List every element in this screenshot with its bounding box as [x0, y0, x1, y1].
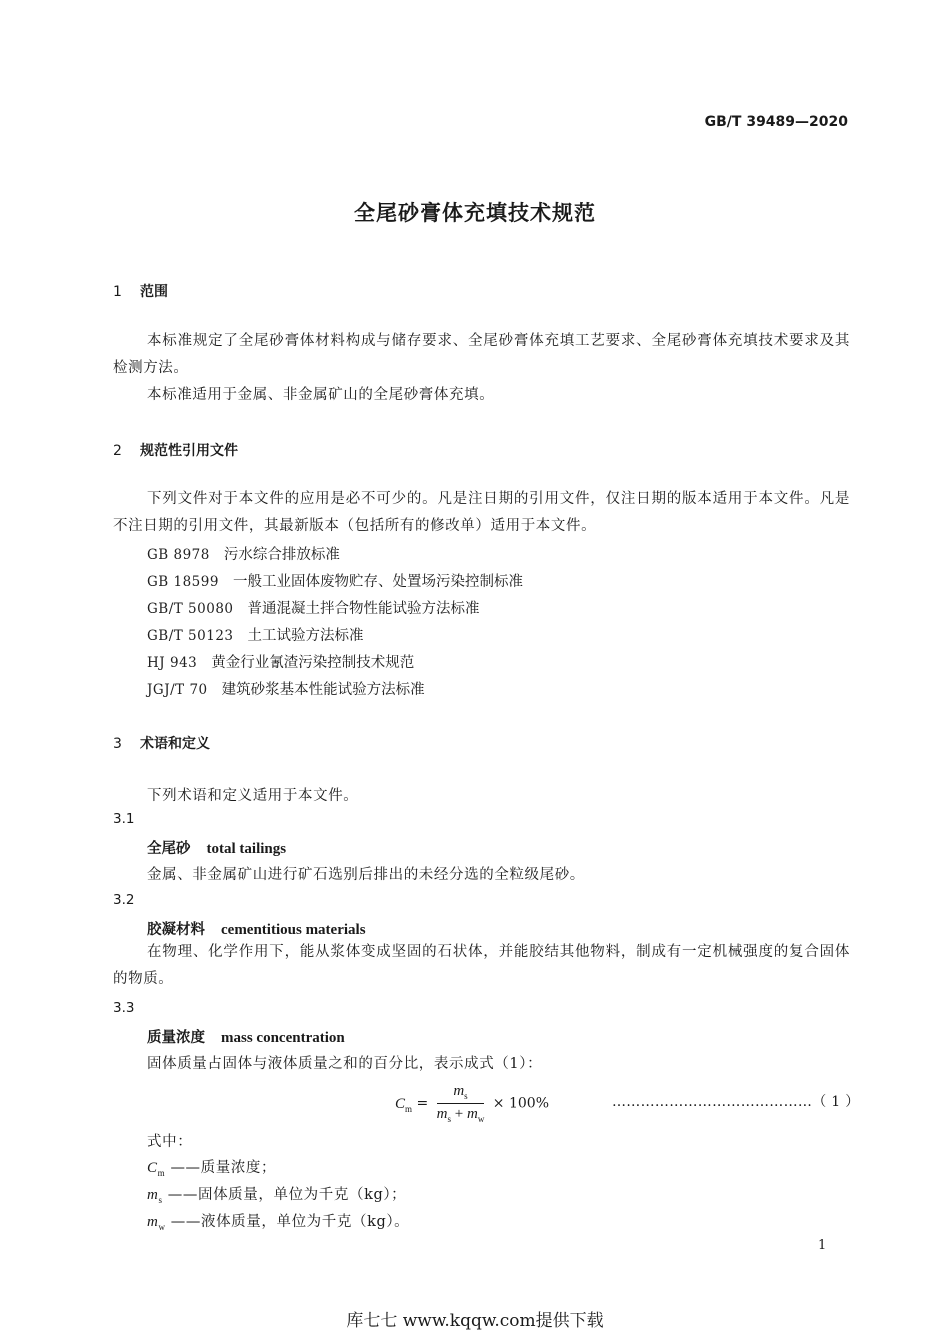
- reference-title: 土工试验方法标准: [247, 628, 364, 644]
- section-3-intro: 下列术语和定义适用于本文件。: [147, 788, 359, 804]
- where-item: [147, 1183, 406, 1205]
- reference-title: 污水综合排放标准: [223, 547, 340, 563]
- reference-title: 建筑砂浆基本性能试验方法标准: [221, 682, 425, 698]
- section-title: 术语和定义: [140, 736, 210, 752]
- where-description: ——固体质量，单位为千克（kg）；: [167, 1187, 407, 1203]
- where-symbol: $C_m$: [147, 1160, 166, 1178]
- reference-title: 黄金行业氰渣污染控制技术规范: [211, 655, 415, 671]
- reference-code: HJ 943: [147, 655, 198, 671]
- reference-item: [147, 624, 364, 645]
- term-heading: [147, 918, 366, 939]
- standard-number: GB/T 39489—2020: [704, 114, 848, 130]
- term-heading: [147, 837, 286, 858]
- formula: [395, 1083, 549, 1124]
- clause-number: 3.1: [113, 811, 135, 827]
- term-definition: 固体质量占固体与液体质量之和的百分比，表示成式（1）：: [147, 1056, 543, 1072]
- clause-number: 3.3: [113, 1000, 135, 1016]
- section-1-paragraph-1: 本标准规定了全尾砂膏体材料构成与储存要求、全尾砂膏体充填工艺要求、全尾砂膏体充填技术要求及其检测方法。: [113, 333, 850, 376]
- formula-equals: =: [416, 1095, 429, 1112]
- formula-denominator: $m_s + m_w$: [436, 1106, 485, 1124]
- where-description: ——液体质量，单位为千克（kg）。: [170, 1214, 410, 1230]
- term-en: cementitious materials: [221, 922, 366, 938]
- formula-lhs: $C_m$: [395, 1095, 413, 1114]
- reference-code: GB/T 50080: [147, 601, 234, 617]
- reference-item: [147, 651, 414, 672]
- section-number: 3: [113, 736, 122, 752]
- term-heading: [147, 1026, 345, 1047]
- formula-times: × 100%: [492, 1095, 550, 1112]
- term-en: mass concentration: [221, 1030, 345, 1046]
- formula-fraction: [437, 1083, 485, 1124]
- term-definition: 金属、非金属矿山进行矿石选别后排出的未经分选的全粒级尾砂。: [147, 867, 585, 883]
- section-1-heading: [113, 281, 168, 301]
- document-title: 全尾砂膏体充填技术规范: [354, 201, 596, 225]
- reference-code: GB/T 50123: [147, 628, 234, 644]
- reference-code: GB 8978: [147, 547, 210, 563]
- term-zh: 质量浓度: [147, 1030, 205, 1046]
- reference-code: GB 18599: [147, 574, 219, 590]
- reference-item: [147, 570, 523, 591]
- formula-numerator: $m_s$: [437, 1083, 485, 1104]
- where-symbol: $m_w$: [147, 1214, 166, 1232]
- where-item: [147, 1210, 409, 1232]
- page-number: 1: [818, 1238, 827, 1253]
- reference-title: 普通混凝土拌合物性能试验方法标准: [247, 601, 480, 617]
- where-symbol: $m_s$: [147, 1187, 163, 1205]
- section-number: 2: [113, 443, 122, 459]
- where-description: ——质量浓度；: [170, 1160, 277, 1176]
- reference-title: 一般工业固体废物贮存、处置场污染控制标准: [232, 574, 523, 590]
- reference-item: [147, 543, 340, 564]
- reference-code: JGJ/T 70: [147, 682, 208, 698]
- section-1-paragraph-2: 本标准适用于金属、非金属矿山的全尾砂膏体充填。: [147, 387, 495, 403]
- where-label: 式中：: [147, 1134, 193, 1150]
- section-2-heading: [113, 440, 238, 460]
- term-en: total tailings: [206, 841, 287, 857]
- term-zh: 全尾砂: [147, 841, 191, 857]
- reference-item: [147, 678, 425, 699]
- download-footer: 库七七 www.kqqw.com提供下载: [346, 1311, 604, 1331]
- where-item: [147, 1156, 276, 1178]
- term-zh: 胶凝材料: [147, 922, 205, 938]
- reference-item: [147, 597, 480, 618]
- section-3-heading: [113, 733, 210, 753]
- section-title: 规范性引用文件: [140, 443, 238, 459]
- term-definition: 在物理、化学作用下，能从浆体变成坚固的石状体，并能胶结其他物料，制成有一定机械强度的复合固体的物质。: [113, 944, 850, 987]
- equation-number: ……………………………………（ 1 ）: [612, 1094, 860, 1110]
- clause-number: 3.2: [113, 892, 135, 908]
- section-title: 范围: [140, 284, 168, 300]
- section-number: 1: [113, 284, 122, 300]
- section-2-intro: 下列文件对于本文件的应用是必不可少的。凡是注日期的引用文件，仅注日期的版本适用于本文件。凡是不注日期的引用文件，其最新版本（包括所有的修改单）适用于本文件。: [113, 491, 850, 534]
